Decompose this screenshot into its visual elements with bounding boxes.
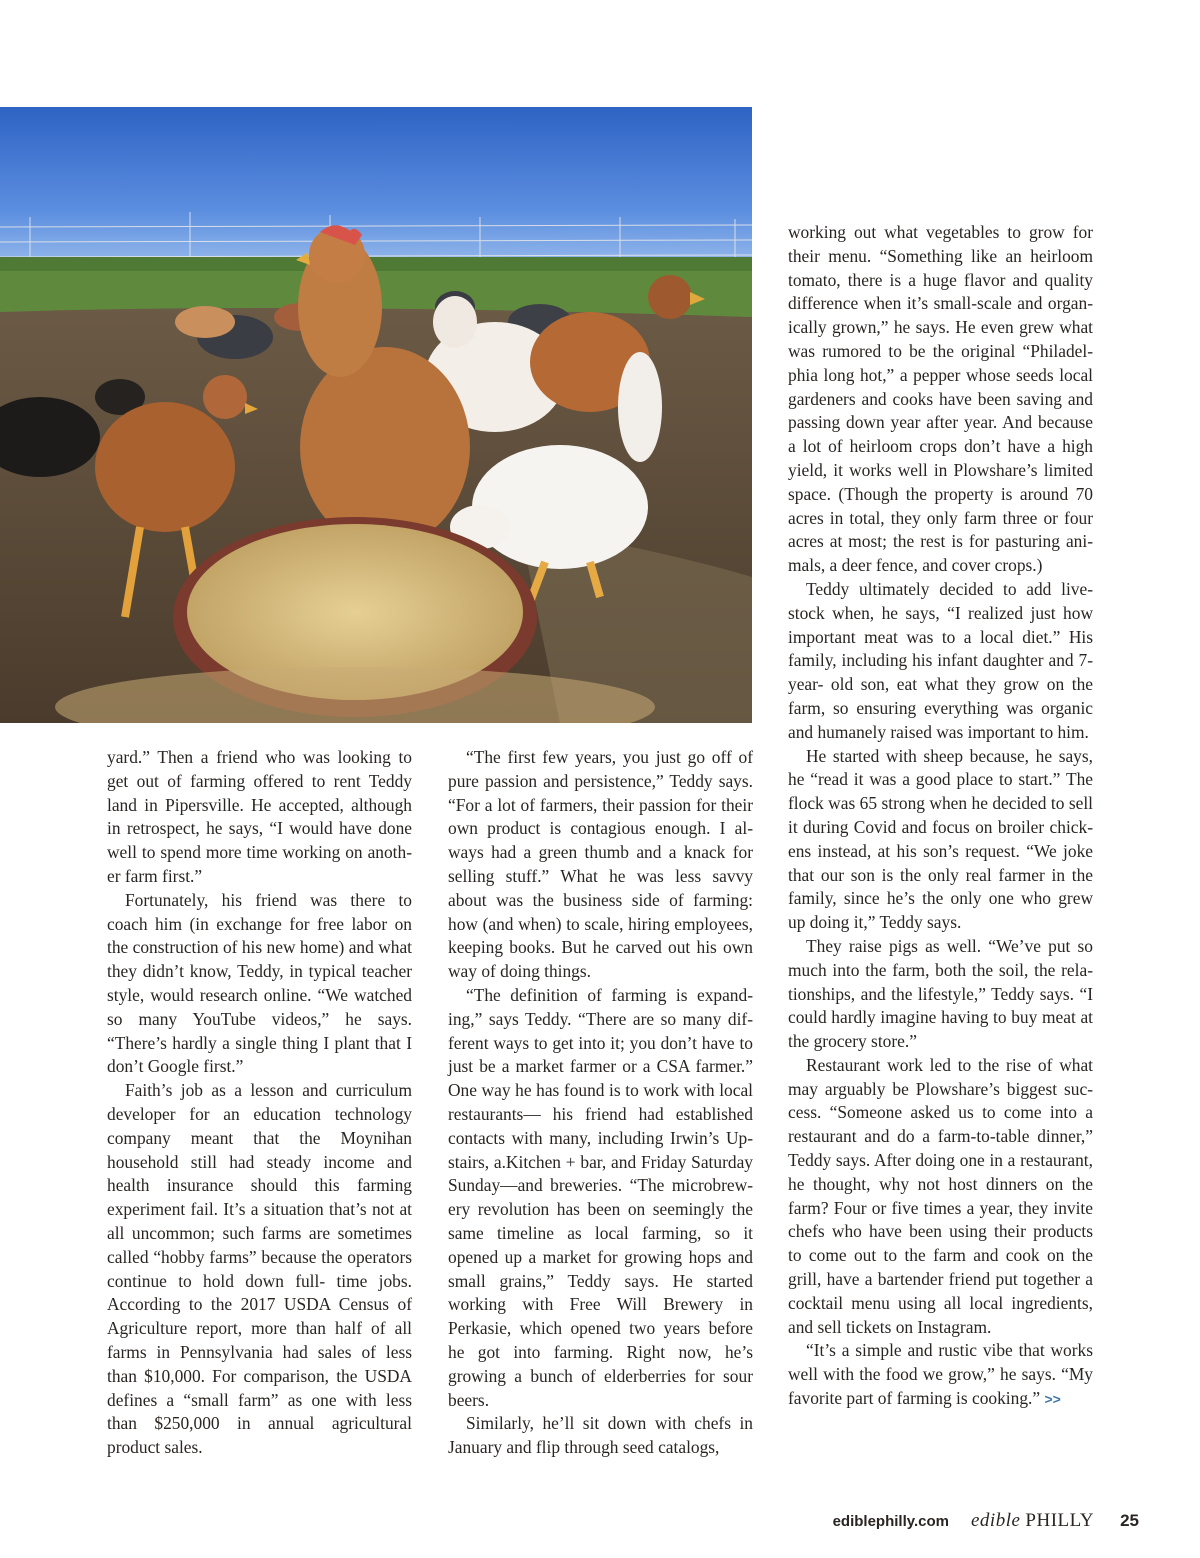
- article-paragraph: Fortunately, his friend was there to coach him (in exchange for free labor on the construction of his new home) and what they didn’t know, Teddy, in typical teacher style, would research online. “We watched so many YouTube videos,” he says. “There’s hardly a single thing I plant that I don’t Google first.”: [107, 889, 412, 1077]
- continued-marker[interactable]: >>: [1044, 1391, 1061, 1408]
- article-paragraph: “The first few years, you just go off of pure passion and persistence,” Teddy says. “For a lot of farmers, their passion for their own product is contagious enough. I always had a green thumb and a knack for selling stuff.” What he was less savvy about was the business side of farming: how (and when) to scale, hiring employees, keeping books. But he carved out his own way of doing things.: [448, 747, 753, 982]
- brand-caps: PHILLY: [1025, 1510, 1095, 1531]
- page-number: 25: [1120, 1511, 1139, 1530]
- article-paragraph: working out what vegetables to grow for their menu. “Something like an heirloom tomato, there is a huge flavor and quality difference when it’s small-scale and organically grown,” he says. He even grew what was rumored to be the original “Philadelphia long hot,” a pepper whose seeds local gardeners and cooks have been saving and passing down year after year. And because a lot of heirloom crops don’t have a high yield, it works well in Plowshare’s limited space. (Though the property is around 70 acres in total, they only farm three or four acres at most; the rest is for pasturing animals, a deer fence, and cover crops.): [788, 222, 1093, 576]
- photo-illustration: [0, 107, 752, 723]
- article-paragraph: They raise pigs as well. “We’ve put so much into the farm, both the soil, the relationships, and the lifestyle,” Teddy says. “I could hardly imagine having to buy meat at the grocery store.”: [788, 935, 1093, 1052]
- article-paragraph: Faith’s job as a lesson and curriculum developer for an education technology company meant that the Moynihan household still had steady income and health insurance should this farming experiment fail. It’s a situation that’s not at all uncommon; such farms are sometimes called “hobby farms” because the operators continue to hold down full- time jobs. According to the 2017 USDA Census of Agriculture report, more than half of all farms in Pennsylvania had sales of less than $10,000. For comparison, the USDA defines a “small farm” as one with less than $250,000 in annual agricultural product sales.: [107, 1080, 412, 1458]
- article-paragraph: Similarly, he’ll sit down with chefs in January and flip through seed catalogs,: [448, 1413, 753, 1458]
- article-paragraph: He started with sheep because, he says, he “read it was a good place to start.” The flock was 65 strong when he decided to sell it during Covid and focus on broiler chickens instead, at his son’s request. “We joke that our son is the only real farmer in the family, since he’s the only one who grew up doing it,” Teddy says.: [788, 745, 1093, 933]
- article-column-1: [107, 746, 412, 1460]
- brand-italic: edible: [970, 1510, 1021, 1531]
- article-paragraph-text: “It’s a simple and rustic vibe that works well with the food we grow,” he says. “My favorite part of farming is cooking.”: [788, 1340, 1093, 1409]
- article-paragraph: Restaurant work led to the rise of what may arguably be Plowshare’s biggest success. “Someone asked us to come into a restaurant and do a farm-to-table dinner,” Teddy says. After doing one in a restaurant, he thought, why not host dinners on the farm? Four or five times a year, they invite chefs who have been using their products to come out to the farm and cook on the grill, have a bartender friend put together a cocktail menu using all local ingredients, and sell tickets on Instagram.: [788, 1054, 1093, 1337]
- article-column-3: [788, 221, 1093, 1412]
- article-paragraph-last: [788, 1339, 1093, 1411]
- article-paragraph: “The definition of farming is expanding,” says Teddy. “There are so many different ways to get into it; you don’t have to just be a market farmer or a CSA farmer.” One way he has found is to work with local restaurants— his friend had established contacts with many, including Irwin’s Upstairs, a.Kitchen + bar, and Friday Saturday Sunday—and breweries. “The microbrewery revolution has been on seemingly the same timeline as local farming, so it opened up a market for growing hops and small grains,” Teddy says. He started working with Free Will Brewery in Perkasie, which opened two years before he got into farming. Right now, he’s growing a bunch of elderberries for sour beers.: [448, 984, 753, 1410]
- article-paragraph: yard.” Then a friend who was looking to get out of farming offered to rent Teddy land in Pipersville. He accepted, although in retrospect, he says, “I would have done well to spend more time working on another farm first.”: [107, 747, 412, 886]
- page-footer: [833, 1510, 1139, 1534]
- website-url[interactable]: ediblephilly.com: [832, 1513, 949, 1530]
- article-column-2: [448, 746, 753, 1460]
- magazine-brand: [971, 1510, 1094, 1532]
- article-paragraph: Teddy ultimately decided to add livestock when, he says, “I realized just how important meat was to a local diet.” His family, including his infant daughter and 7-year- old son, eat what they grow on the farm, so ensuring everything was organic and humanely raised was important to him.: [788, 578, 1093, 742]
- chickens-feeding-photo: [0, 107, 752, 723]
